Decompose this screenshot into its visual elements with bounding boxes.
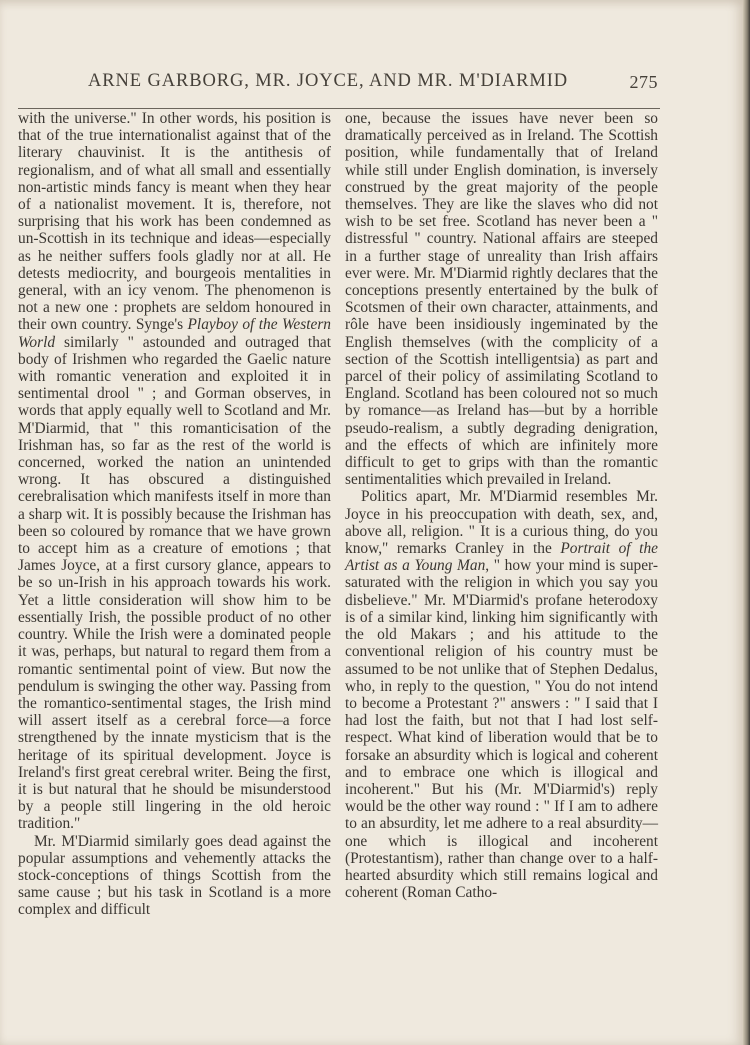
right-column <box>345 110 658 901</box>
title-portrait: Portrait of the Artist as a Young Man <box>345 540 658 575</box>
right-paragraph-2 <box>345 488 658 901</box>
text-run: similarly " astounded and outraged that body of Irishmen who regarded the Gaelic nature with romantic veneration and exploited it in sentimental drool " ; and Gorman observes, in words that apply equally well to Scotland and Mr. M'Diarmid, that " this romanticisation of the Irishman has, so far as the rest of the world is concerned, worked the nation an unintended wrong. It has obscured a distinguished cerebralisation which manifests itself in more than a sharp wit. It is possibly because the Irishman has been so coloured by romance that we have grown to accept him as a creature of emotions ; that James Joyce, at a first cursory glance, appears to be so un-Irish in his approach towards his work. Yet a little consideration will show him to be essentially Irish, the possible product of no other country. While the Irish were a dominated people it was, perhaps, but natural to regard them from a romantic sentimental point of view. But now the pendulum is swinging the other way. Passing from the romantico-sentimental stages, the Irish mind will assert itself as a cerebral force—a force strengthened by the innate mysticism that is the heritage of its spiritual development. Joyce is Ireland's first great cerebral writer. Being the first, it is but natural that he should be misunderstood by a people still lingering in the old heroic tradition." <box>18 333 331 833</box>
right-paragraph-1: one, because the issues have never been so dramatically perceived as in Ireland. The Scottish position, while fundamentally that of Ireland while still under English domination, is inversely construed by the great majority of the people themselves. They are like the slaves who did not wish to be set free. Scotland has never been a " distressful " country. National affairs are steeped in a further stage of unreality than Irish affairs ever were. Mr. M'Diarmid rightly declares that the conceptions presently entertained by the bulk of Scotsmen of their own character, attainments, and rôle have been insidiously ingeminated by the English themselves (with the complicity of a section of the Scottish intelligentsia) as part and parcel of their policy of assimilating Scotland to England. Scotland has been coloured not so much by romance—as Ireland has—but by a horrible pseudo-realism, a subtly degrading denigration, and the effects of which are infinitely more difficult to get to grips with than the romantic sentimentalities which prevailed in Ireland. <box>345 110 658 489</box>
text-run: with the universe." In other words, his position is that of the true internationalist against that of the literary chauvinist. It is the antithesis of regionalism, and of what all small and essentially non-artistic minds fancy is meant when they hear of a nationalist movement. It is, therefore, not surprising that his work has been condemned as un-Scottish in its technique and ideas—especially as he neither suffers fools gladly nor at all. He detests mediocrity, and bourgeois mentalities in general, with an icy venom. The phenomenon is not a new one : prophets are seldom honoured in their own country. Synge's <box>18 110 331 334</box>
title-playboy: Playboy of the Western World <box>18 316 332 351</box>
left-paragraph-2: Mr. M'Diarmid similarly goes dead against the popular assumptions and vehemently attacks the stock-conceptions of things Scottish from the same cause ; but his task in Scotland is a more complex and difficult <box>18 832 331 919</box>
text-run: , " how your mind is super-saturated with the religion in which you say you disbelieve." Mr. M'Diarmid's profane heterodoxy is of a similar kind, linking him significantly with the old Makars ; and his attitude to the conventional religion of his country must be assumed to be not unlike that of Stephen Dedalus, who, in reply to the question, " You do not intend to become a Protestant ?" answers : " I said that I had lost the faith, but not that I had lost self-respect. What kind of liberation would that be to forsake an absurdity which is logical and coherent and to embrace one which is illogical and incoherent." But his (Mr. M'Diarmid's) reply would be the other way round : " If I am to adhere to an absurdity, let me adhere to a real absurdity—one which is illogical and incoherent (Protestantism), rather than change over to a half-hearted absurdity which still remains logical and coherent (Roman Catho- <box>345 557 658 902</box>
running-head: ARNE GARBORG, MR. JOYCE, AND MR. M'DIARMID <box>88 71 569 91</box>
left-column <box>18 110 331 919</box>
left-paragraph-1 <box>18 110 331 833</box>
text-run: Politics apart, Mr. M'Diarmid resembles Mr. Joyce in his preoccupation with death, sex, and, above all, religion. " It is a curious thing, do you know," remarks Cranley in the <box>345 488 658 558</box>
page-number: 275 <box>629 72 658 92</box>
page-header <box>18 68 660 109</box>
page-edge-shadow <box>743 0 750 1045</box>
